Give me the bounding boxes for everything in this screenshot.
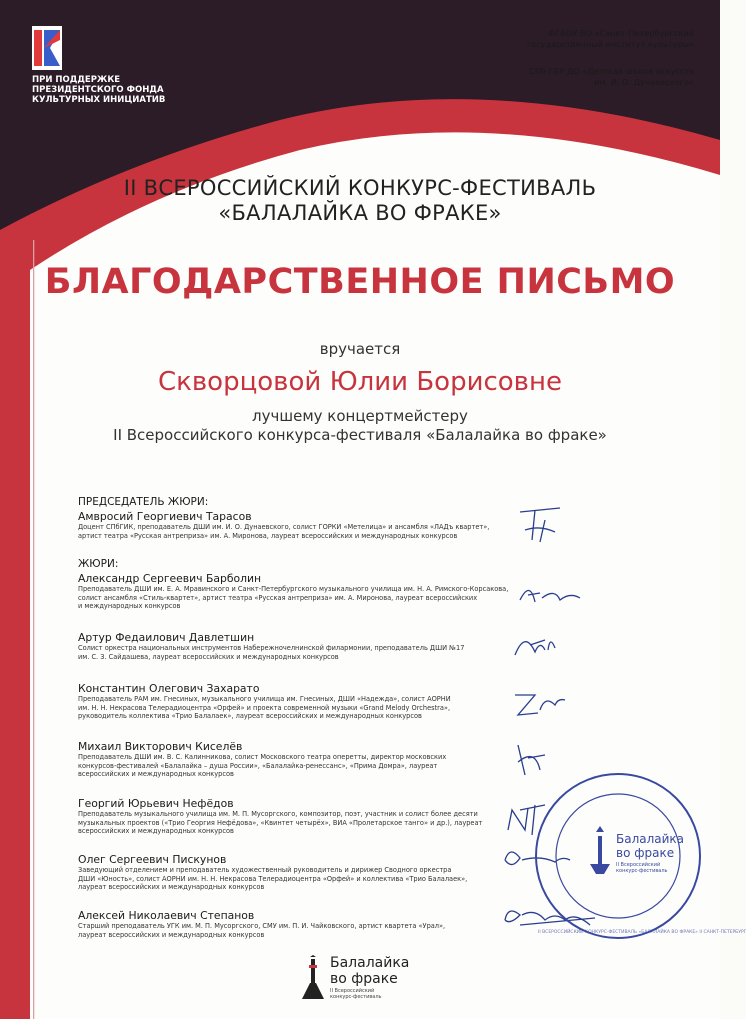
jury-member: [78, 510, 518, 540]
jury-member-name: Амвросий Георгиевич Тарасов: [78, 510, 252, 523]
signature-zakharato: [515, 695, 565, 715]
stamp-small-text: II Всероссийский конкурс-фестиваль: [616, 862, 668, 874]
festival-stamp: [532, 770, 746, 942]
jury-member-desc: Преподаватель музыкального училища им. М. П. Мусоргского, композитор, поэт, участник и солист более десяти музыкальных проектов («Трио Георгия Нефёдова», «Квинтет четырёх», ВИА «Пролетарское танго» и др.), лауреат всероссийских и международных конкурсов: [78, 810, 483, 836]
signature-tarasov: [520, 508, 560, 542]
jury-member-desc: Преподаватель ДШИ им. Е. А. Мравинского и Санкт-Петербургского музыкального училища им. Н. А. Римского-Корсакова, солист ансамбля «Стиль-квартет», артист театра «Русская антреприза» им. А. Миронова, лауреат всероссийских и международных конкурсов: [78, 585, 509, 611]
jury-member: [78, 572, 518, 611]
jury-member: [78, 740, 518, 779]
balalaika-logo-icon: [300, 955, 326, 1001]
jury-member-desc: Доцент СПбГИК, преподаватель ДШИ им. И. О. Дунаевского, солист ГОРКИ «Метелица» и ансамбля «ЛАДъ квартет», артист театра «Русская антреприза» им. А. Миронова, лауреат всероссийских и международных конкурсов: [78, 523, 490, 540]
footer-logo-text: Балалайка во фраке: [330, 955, 410, 987]
recipient-role: лучшему концертмейстеру II Всероссийского конкурса-фестиваля «Балалайка во фраке»: [113, 407, 607, 444]
jury-member-desc: Преподаватель РАМ им. Гнесиных, музыкального училища им. Гнесиных, ДШИ «Надежда», солист АОРНИ им. Н. Н. Некрасова Телерадиоцентра «Орфей» и проекта современной музыки «Grand Melody Orchestra», руководитель коллектива «Трио Балалаек», лауреат всероссийских и международных конкурсов: [78, 695, 451, 721]
jury-member: [78, 909, 518, 939]
jury-member: [78, 853, 518, 892]
jury-member: [78, 631, 518, 661]
jury-member-name: Артур Федаилович Давлетшин: [78, 631, 255, 644]
jury-member-name: Михаил Викторович Киселёв: [78, 740, 243, 753]
jury-member-name: Александр Сергеевич Барболин: [78, 572, 262, 585]
recipient-name: Скворцовой Юлии Борисовне: [157, 367, 562, 397]
jury-member-name: Константин Олегович Захарато: [78, 682, 260, 695]
jury-member-name: Георгий Юрьевич Нефёдов: [78, 797, 234, 810]
jury-chair-heading: ПРЕДСЕДАТЕЛЬ ЖЮРИ:: [78, 496, 209, 508]
signature-davletshin: [515, 640, 555, 655]
organizer-school: СПб ГБУ ДО «Детская школа искусств им. И. О. Дунаевского»: [529, 66, 694, 87]
jury-member-desc: Старший преподаватель УГК им. М. П. Мусоргского, СМУ им. П. И. Чайковского, артист квартета «Урал», лауреат всероссийских и международных конкурсов: [78, 922, 446, 939]
jury-members-heading: ЖЮРИ:: [78, 558, 119, 570]
stamp-center-text: Балалайка во фраке: [616, 832, 685, 860]
jury-member: [78, 682, 518, 721]
jury-member-name: Олег Сергеевич Пискунов: [78, 853, 227, 866]
jury-member-desc: Заведующий отделением и преподаватель художественный руководитель и дирижер Сводного оркестра ДШИ «Юность», солист АОРНИ им. Н. Н. Некрасова Телерадиоцентра «Орфей» и коллектива «Трио Балалаек», лауреат всероссийских и международных конкурсов: [78, 866, 468, 892]
footer-logo-small: II Всероссийский конкурс-фестиваль: [330, 988, 382, 1000]
jury-member-desc: Преподаватель ДШИ им. В. С. Калинникова, солист Московского театра оперетты, директор московских конкурсов-фестивалей «Балалайка – душа России», «Балалайка-ренессанс», «Прима Домра», лауреат всероссийских и международных конкурсов: [78, 753, 447, 779]
jury-member-desc: Солист оркестра национальных инструментов Набережночелнинской филармонии, преподаватель ДШИ №17 им. С. З. Сайдашева, лауреат всероссийских и международных конкурсов: [78, 644, 465, 661]
awarded-label: вручается: [319, 340, 401, 358]
foundation-support-text: ПРИ ПОДДЕРЖКЕ ПРЕЗИДЕНТСКОГО ФОНДА КУЛЬТУРНЫХ ИНИЦИАТИВ: [32, 75, 166, 105]
signature-barbolin: [520, 590, 580, 602]
foundation-logo: [32, 26, 62, 70]
organizer-institute: ФГБОУ ВО «Санкт-Петербургский государственный институт культуры»: [526, 28, 694, 49]
festival-title: II ВСЕРОССИЙСКИЙ КОНКУРС-ФЕСТИВАЛЬ «БАЛАЛАЙКА ВО ФРАКЕ»: [123, 176, 597, 225]
jury-member: [78, 797, 518, 836]
stamp-ring-text: II ВСЕРОССИЙСКИЙ КОНКУРС-ФЕСТИВАЛЬ «БАЛАЛАЙКА ВО ФРАКЕ» II САНКТ-ПЕТЕРБУРГ: [538, 930, 746, 935]
letter-heading: БЛАГОДАРСТВЕННОЕ ПИСЬМО: [44, 262, 676, 302]
jury-member-name: Алексей Николаевич Степанов: [78, 909, 255, 922]
